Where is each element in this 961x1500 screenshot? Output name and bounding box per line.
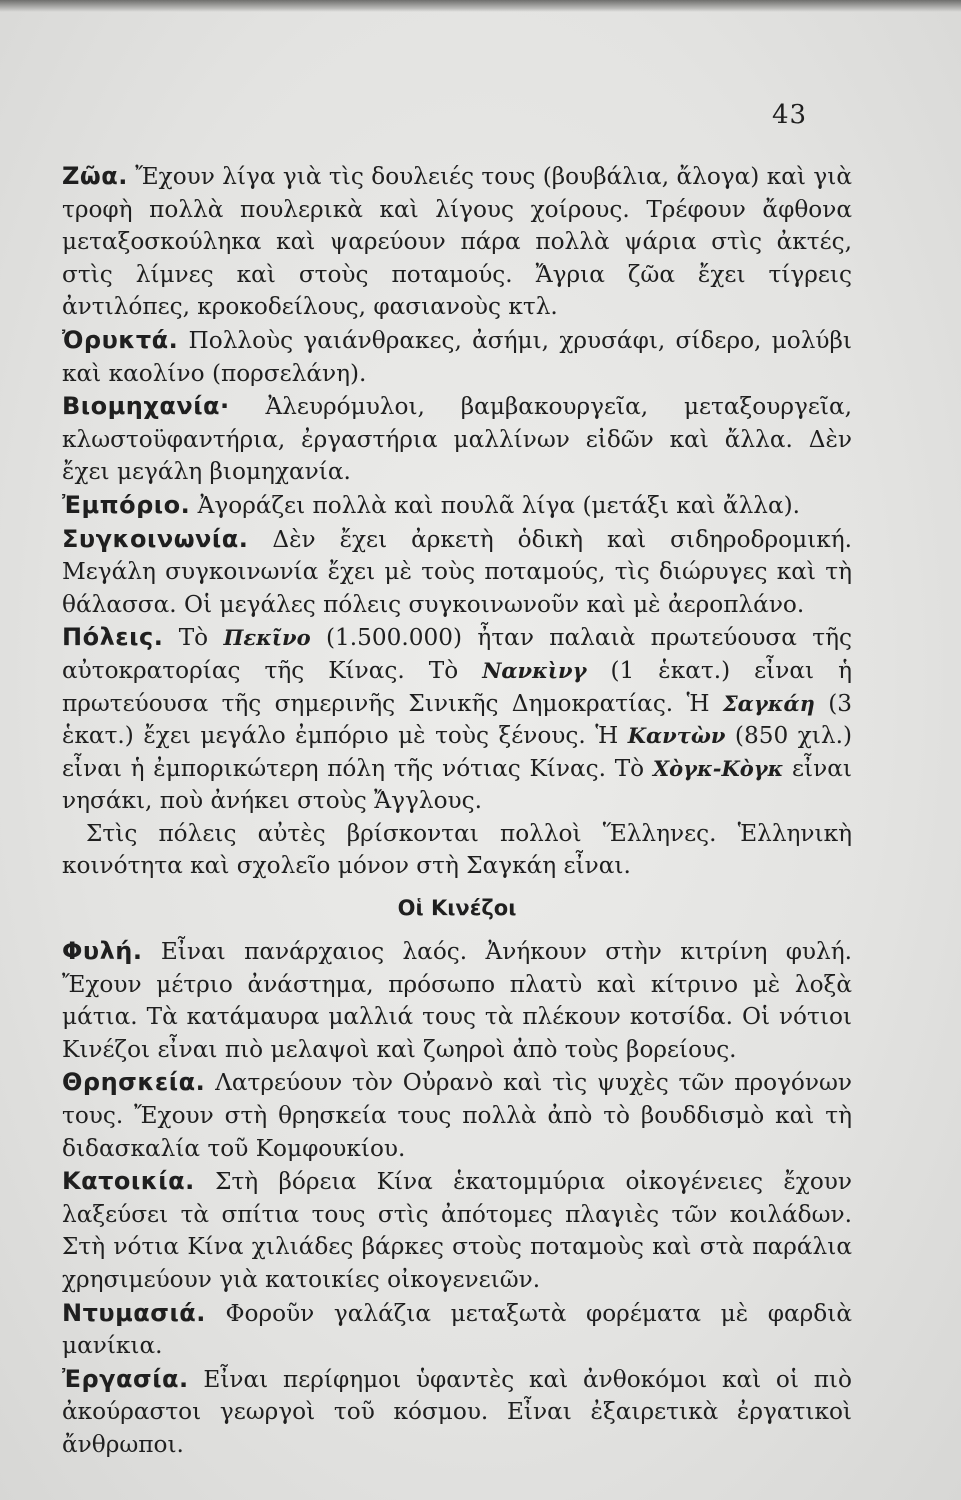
heading-ergasia: Ἐργασία. bbox=[62, 1364, 189, 1393]
text-fyli: Εἶναι πανάρχαιος λαός. Ἀνήκουν στὴν κιτρίνη φυλή. Ἔχουν μέτριο ἀνάστημα, πρόσωπο πλατὺ καὶ κίτρινο μὲ λοξὰ μάτια. Τὰ κατάμαυρα μαλλιά τους τὰ πλέκουν κοτσίδα. Οἱ νότιοι Κινέζοι εἶναι πιὸ μελαψοὶ καὶ ζωηροὶ ἀπὸ τοὺς βορείους. bbox=[62, 938, 852, 1063]
paragraph-zoa bbox=[62, 160, 852, 324]
text-thriskeia: Λατρεύουν τὸν Οὐρανὸ καὶ τὶς ψυχὲς τῶν προγόνων τους. Ἔχουν στὴ θρησκεία τους πολλὰ ἀπὸ τὸ βουδδισμὸ καὶ τὴ διδασκαλία τοῦ Κομφουκίου. bbox=[62, 1069, 852, 1162]
page-text bbox=[62, 160, 852, 1462]
heading-viomichania: Βιομηχανία· bbox=[62, 392, 230, 421]
text-ergasia: Εἶναι περίφημοι ὑφαντὲς καὶ ἀνθοκόμοι καὶ οἱ πιὸ ἀκούραστοι γεωργοὶ τοῦ κόσμου. Εἶναι ἐξαιρετικὰ ἐργατικοὶ ἄνθρωποι. bbox=[62, 1365, 852, 1458]
text-zoa: Ἔχουν λίγα γιὰ τὶς δουλειές τους (βουβάλια, ἄλογα) καὶ γιὰ τροφὴ πολλὰ πουλερικὰ καὶ λίγους χοίρους. Τρέφουν ἄφθονα μεταξοσκούληκα καὶ ψαρεύουν πάρα πολλὰ ψάρια στὶς ἀκτές, στὶς λίμνες καὶ στοὺς ποταμούς. Ἄγρια ζῶα ἔχει τίγρεις ἀντιλόπες, κροκοδείλους, φασιανοὺς κτλ. bbox=[62, 163, 852, 321]
paragraph-viomichania bbox=[62, 390, 852, 489]
paragraph-ellines: Στὶς πόλεις αὐτὲς βρίσκονται πολλοὶ Ἕλληνες. Ἑλληνικὴ κοινότητα καὶ σχολεῖο μόνον στὴ Σαγκάη εἶναι. bbox=[62, 819, 852, 880]
text-katoikia: Στὴ βόρεια Κίνα ἑκατομμύρια οἰκογένειες ἔχουν λαξεύσει τὰ σπίτια τους στὶς ἀπότομες πλαγιὲς τῶν κοιλάδων. Στὴ νότια Κίνα χιλιάδες βάρκες στοὺς ποταμοὺς καὶ στὰ παράλια χρησιμεύουν γιὰ κατοικίες οἰκογενειῶν. bbox=[62, 1168, 852, 1293]
text-viomichania: Ἀλευρόμυλοι, βαμβακουργεῖα, μεταξουργεῖα, κλωστοϋφαντήρια, ἐργαστήρια μαλλίνων εἰδῶν καὶ ἄλλα. Δὲν ἔχει μεγάλη βιομηχανία. bbox=[62, 393, 852, 486]
heading-fyli: Φυλή. bbox=[62, 937, 143, 966]
city-nanking: Νανκὶνγ bbox=[482, 657, 587, 683]
paragraph-fyli bbox=[62, 935, 852, 1066]
text-poleis-1: Τὸ bbox=[163, 624, 224, 652]
heading-poleis: Πόλεις. bbox=[62, 623, 164, 652]
city-sangai: Σαγκάη bbox=[722, 690, 815, 716]
section-title: Οἱ Κινέζοι bbox=[397, 896, 517, 921]
text-sygkoinonia: Δὲν ἔχει ἀρκετὴ ὁδικὴ καὶ σιδηροδρομική. Μεγάλη συγκοινωνία ἔχει μὲ τοὺς ποταμούς, τὶς διώρυγες καὶ τὴ θάλασσα. Οἱ μεγάλες πόλεις συγκοινωνοῦν καὶ μὲ ἀεροπλάνο. bbox=[62, 525, 852, 618]
heading-orykta: Ὀρυκτά. bbox=[62, 325, 179, 354]
paragraph-ntymasia bbox=[62, 1297, 852, 1363]
paragraph-oryktà bbox=[62, 324, 852, 390]
text-poleis-6: εἶναι νησάκι, ποὺ ἀνήκει στοὺς Ἄγγλους. bbox=[62, 754, 852, 815]
heading-zoa: Ζῶα. bbox=[62, 162, 128, 190]
paragraph-thriskeia bbox=[62, 1066, 852, 1165]
text-poleis-2: (1.500.000) ἦταν παλαιὰ πρωτεύουσα τῆς αὐτοκρατορίας τῆς Κίνας. Τὸ bbox=[62, 624, 852, 684]
paragraph-ergasia bbox=[62, 1363, 852, 1462]
city-peking: Πεκῖνο bbox=[223, 625, 311, 651]
page-number: 43 bbox=[772, 100, 808, 130]
heading-thriskeia: Θρησκεία. bbox=[62, 1068, 206, 1097]
paragraph-sygkoinonia bbox=[62, 523, 852, 622]
heading-sygkoinonia: Συγκοινωνία. bbox=[62, 524, 249, 553]
scan-edge bbox=[0, 0, 961, 12]
heading-ntymasia: Ντυμασιά. bbox=[62, 1298, 206, 1327]
text-orykta: Πολλοὺς γαιάνθρακες, ἀσήμι, χρυσάφι, σίδερο, μολύβι καὶ καολίνο (πορσελάνη). bbox=[62, 326, 852, 387]
paragraph-katoikia bbox=[62, 1165, 852, 1296]
city-kanton: Καντὼν bbox=[627, 723, 726, 749]
paragraph-emporio bbox=[62, 489, 852, 523]
heading-katoikia: Κατοικία. bbox=[62, 1167, 195, 1196]
text-emporio: Ἀγοράζει πολλὰ καὶ πουλᾶ λίγα (μετάξι καὶ ἄλλα). bbox=[190, 491, 801, 519]
text-poleis-3: (1 ἑκατ.) εἶναι ἡ πρωτεύουσα τῆς σημερινῆς Σινικῆς Δημοκρατίας. Ἡ bbox=[62, 656, 853, 717]
paragraph-poleis bbox=[62, 621, 852, 818]
text-poleis-5: (850 χιλ.) εἶναι ἡ ἐμπορικώτερη πόλη τῆς νότιας Κίνας. Τὸ bbox=[62, 722, 852, 782]
heading-emporio: Ἐμπόριο. bbox=[62, 490, 191, 519]
city-hongkong: Χὸγκ-Κὸγκ bbox=[652, 755, 784, 781]
text-poleis-4: (3 ἑκατ.) ἔχει μεγάλο ἐμπόριο μὲ τοὺς ξένους. Ἡ bbox=[62, 689, 852, 750]
text-ntymasia: Φοροῦν γαλάζια μεταξωτὰ φορέματα μὲ φαρδιὰ μανίκια. bbox=[62, 1299, 852, 1360]
